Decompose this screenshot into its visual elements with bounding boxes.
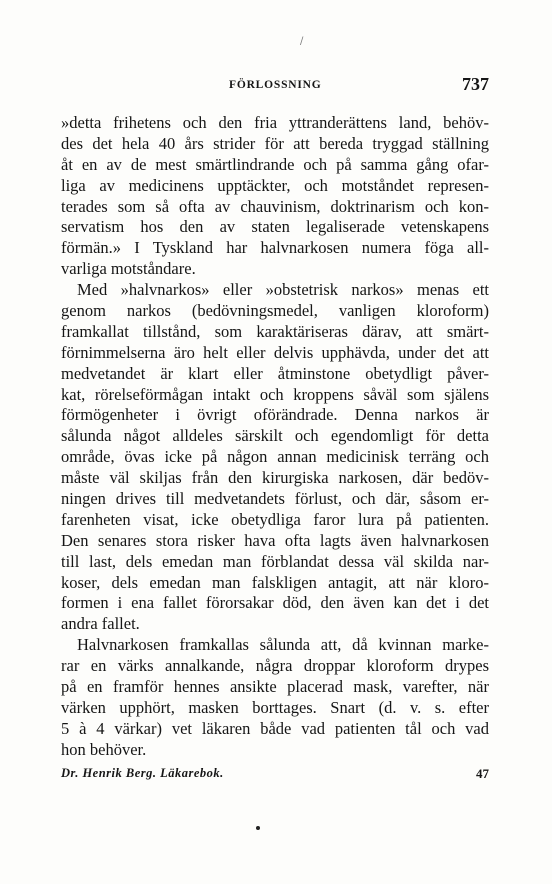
text-line: andra fallet. — [61, 614, 140, 634]
page-header — [61, 74, 489, 98]
text-line: des det hela 40 års strider för att bereda tryggad ställning — [61, 133, 489, 153]
text-line: formen i ena fallet förorsakar död, den även kan det i det — [61, 593, 489, 613]
text-line: ningen drives till medvetandets förlust, och där, såsom er- — [61, 489, 489, 509]
text-line: 5 à 4 värkar) vet läkaren både vad patienten tål och vad — [61, 718, 489, 738]
text-line: förmän.» I Tyskland har halvnarkosen numera föga all- — [61, 238, 489, 258]
text-line: rar en värks annalkande, några droppar kloroform drypes — [61, 656, 489, 676]
text-line: på en framför hennes ansikte placerad mask, varefter, när — [61, 677, 489, 697]
text-line: liga av medicinens upptäckter, och motståndet represen- — [61, 175, 489, 195]
text-line: hon behöver. — [61, 739, 147, 759]
text-line: värken upphört, masken borttages. Snart (d. v. s. efter — [61, 697, 489, 717]
text-line: koser, dels emedan man falskligen antagit, att när kloro- — [61, 572, 489, 592]
text-line: varliga motståndare. — [61, 259, 196, 279]
page-number: 737 — [462, 74, 489, 94]
text-line: servatism hos den av staten legaliserade vetenskapens — [61, 217, 489, 237]
text-line: Med »halvnarkos» eller »obstetrisk narkos» menas ett — [77, 280, 489, 300]
footer-imprint: Dr. Henrik Berg. Läkarebok. — [61, 766, 224, 780]
running-title: FÖRLOSSNING — [229, 79, 322, 91]
text-line: framkallat tillstånd, som karaktäriseras därav, att smärt- — [61, 321, 489, 341]
text-line: genom narkos (bedövningsmedel, vanligen kloroform) — [61, 301, 489, 321]
text-line: förmögenheter i övrigt oförändrade. Denna narkos är — [61, 405, 489, 425]
text-line: terades som så ofta av chauvinism, doktrinarism och kon- — [61, 196, 489, 216]
text-line: område, övas icke på någon annan medicinisk terräng och — [61, 447, 489, 467]
text-line: kat, rörelseförmågan intakt och kroppens såväl som själens — [61, 384, 489, 404]
text-line: till last, dels emedan man förblandat dessa väl skilda nar- — [61, 551, 489, 571]
edge-mark: / — [300, 36, 304, 47]
text-line: Halvnarkosen framkallas sålunda att, då kvinnan marke- — [77, 635, 489, 655]
body-text — [61, 113, 489, 761]
text-line: farenheten visat, icke obetydliga faror lura på patienten. — [61, 509, 489, 529]
text-line: åt en av de mest smärtlindrande och på samma gång ofar- — [61, 154, 489, 174]
page-footer — [61, 766, 489, 786]
text-line: medvetandet är klart eller åtminstone obetydligt påver- — [61, 363, 489, 383]
text-line: »detta frihetens och den fria yttranderättens land, behöv- — [61, 113, 489, 132]
text-line: förnimmelserna äro helt eller delvis upphävda, under det att — [61, 342, 489, 362]
printing-speck — [256, 826, 260, 830]
text-line: sålunda något alldeles särskilt och egendomligt för detta — [61, 426, 489, 446]
text-line: måste väl skiljas från den kirurgiska narkosen, där bedöv- — [61, 468, 489, 488]
signature-mark: 47 — [476, 766, 489, 781]
text-line: Den senares stora risker hava ofta lagts även halvnarkosen — [61, 530, 489, 550]
